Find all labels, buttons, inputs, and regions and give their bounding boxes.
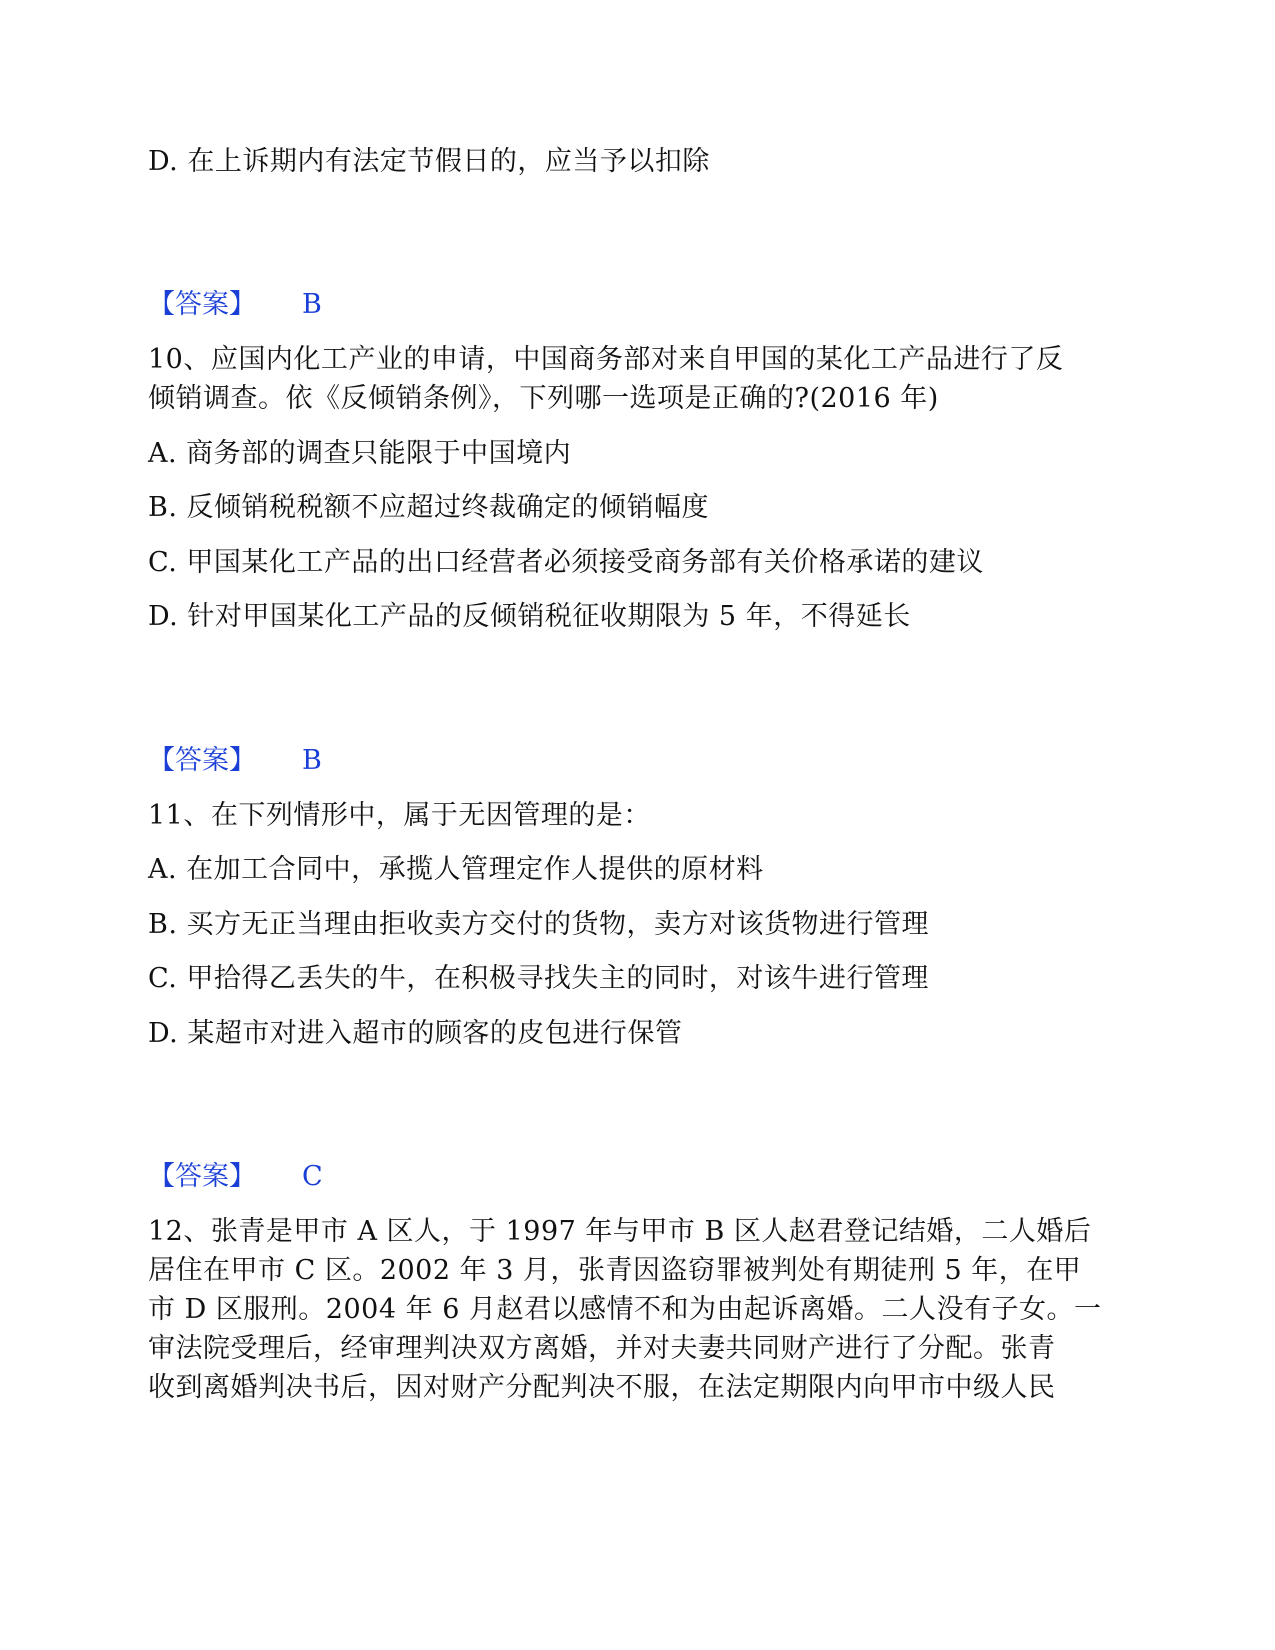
q12-line4: 审法院受理后，经审理判决双方离婚，并对夫妻共同财产进行了分配。张青: [148, 1333, 1056, 1364]
q11-option-d: D. 某超市对进入超市的顾客的皮包进行保管: [148, 1018, 683, 1049]
q12-line5: 收到离婚判决书后，因对财产分配判决不服，在法定期限内向甲市中级人民: [148, 1372, 1056, 1403]
q11-option-a: A. 在加工合同中，承揽人管理定作人提供的原材料: [148, 854, 764, 885]
q11-option-b: B. 买方无正当理由拒收卖方交付的货物，卖方对该货物进行管理: [148, 909, 930, 940]
q9-answer: [148, 287, 322, 323]
q12-line1: 12、张青是甲市 A 区人，于 1997 年与甲市 B 区人赵君登记结婚，二人婚后: [148, 1216, 1092, 1247]
q10-stem-line2: 倾销调查。依《反倾销条例》，下列哪一选项是正确的?(2016 年): [148, 383, 939, 414]
q12-line2: 居住在甲市 C 区。2002 年 3 月，张青因盗窃罪被判处有期徒刑 5 年，在甲: [148, 1255, 1082, 1286]
q9-answer-label: 【答案】: [148, 289, 256, 320]
q11-answer: [148, 1159, 323, 1195]
q11-answer-label: 【答案】: [148, 1161, 256, 1192]
q10-option-d: D. 针对甲国某化工产品的反倾销税征收期限为 5 年，不得延长: [148, 601, 911, 632]
q9-option-d: D. 在上诉期内有法定节假日的，应当予以扣除: [148, 146, 710, 177]
q10-answer-label: 【答案】: [148, 745, 256, 776]
q10-option-c: C. 甲国某化工产品的出口经营者必须接受商务部有关价格承诺的建议: [148, 547, 984, 578]
q11-stem: 11、在下列情形中，属于无因管理的是：: [148, 800, 651, 831]
q11-answer-value: C: [302, 1161, 323, 1192]
q12-line3: 市 D 区服刑。2004 年 6 月赵君以感情不和为由起诉离婚。二人没有子女。一: [148, 1294, 1102, 1325]
q10-answer: [148, 743, 322, 779]
q9-answer-value: B: [302, 289, 322, 320]
q11-option-c: C. 甲拾得乙丢失的牛，在积极寻找失主的同时，对该牛进行管理: [148, 963, 929, 994]
q10-option-b: B. 反倾销税税额不应超过终裁确定的倾销幅度: [148, 492, 710, 523]
q10-option-a: A. 商务部的调查只能限于中国境内: [148, 438, 572, 469]
q10-answer-value: B: [302, 745, 322, 776]
q10-stem-line1: 10、应国内化工产业的申请，中国商务部对来自甲国的某化工产品进行了反: [148, 344, 1064, 375]
